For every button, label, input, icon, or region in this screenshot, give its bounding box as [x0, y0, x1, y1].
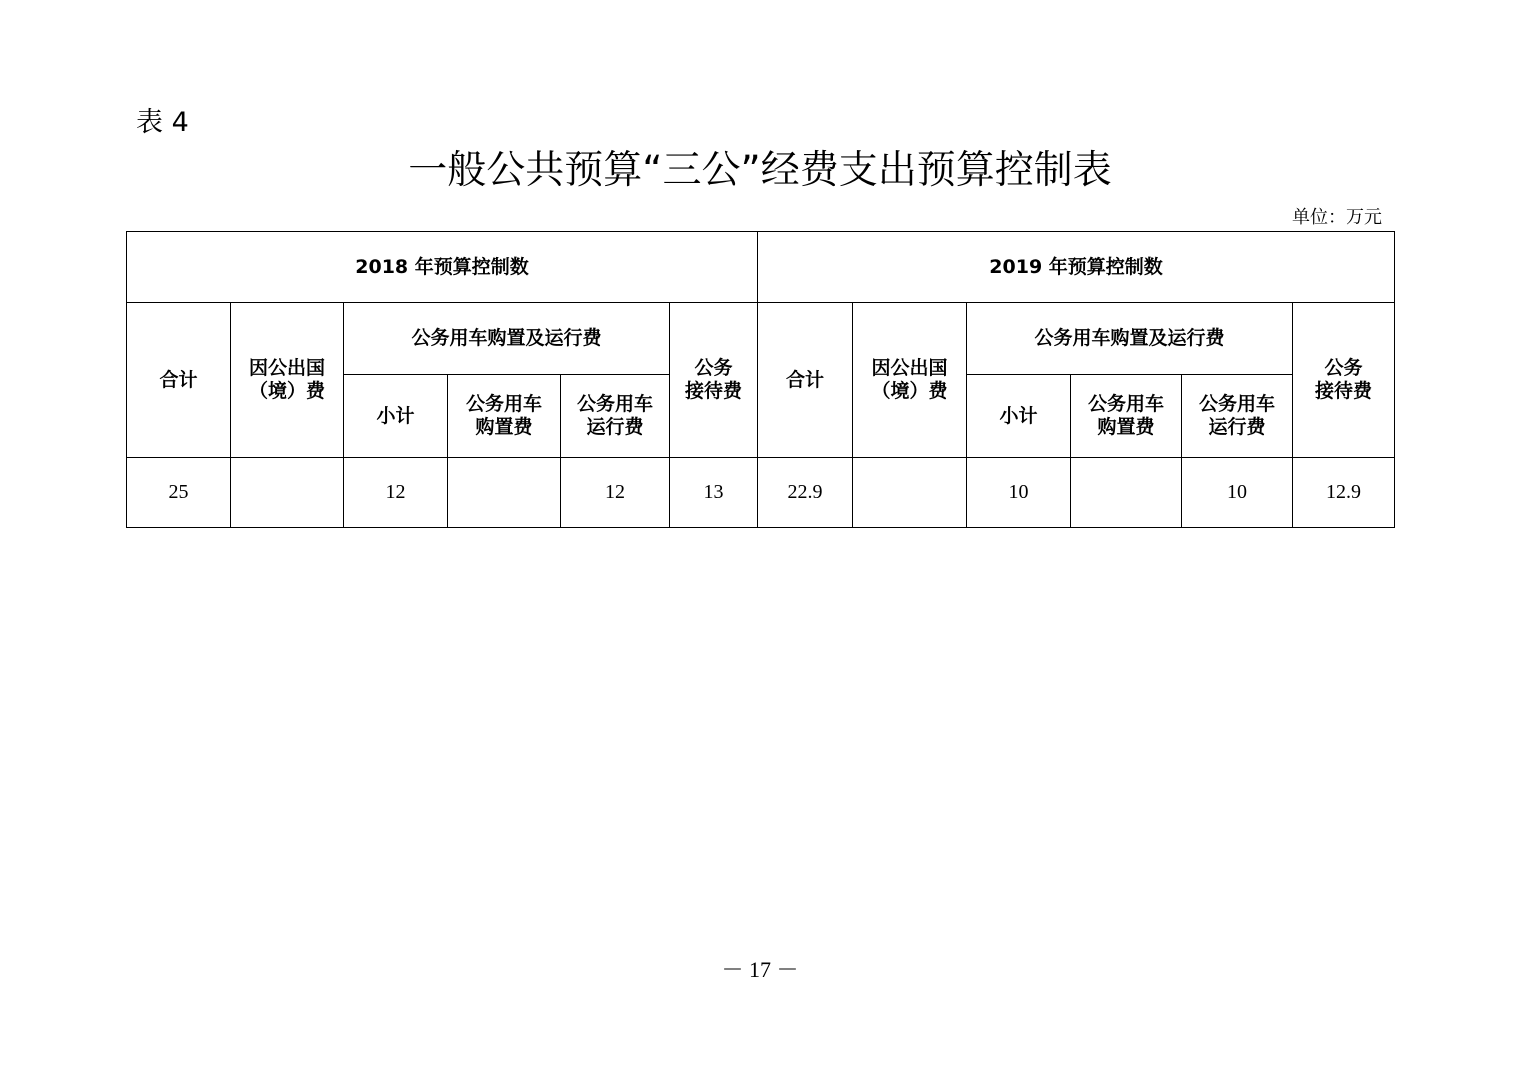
value-vehicle-operation-2018: 12: [561, 458, 670, 528]
col-vehicle-subtotal-2018: 小计: [344, 375, 448, 458]
page-title: 一般公共预算“三公”经费支出预算控制表: [408, 148, 1112, 193]
year-header-2018: 2018 年预算控制数: [127, 232, 758, 303]
col-vehicle-purchase-2019: 公务用车 购置费: [1071, 375, 1182, 458]
table-row: [127, 458, 1395, 528]
value-vehicle-operation-2019: 10: [1182, 458, 1293, 528]
col-reception-2018: 公务 接待费: [670, 303, 758, 458]
value-total-2019: 22.9: [758, 458, 853, 528]
budget-table: [126, 231, 1395, 528]
col-vehicle-purchase-2018: 公务用车 购置费: [448, 375, 561, 458]
col-reception-2019: 公务 接待费: [1293, 303, 1395, 458]
column-header-row: [127, 303, 1395, 375]
value-abroad-2019: [853, 458, 967, 528]
col-vehicle-group-2019: 公务用车购置及运行费: [967, 303, 1293, 375]
value-vehicle-subtotal-2018: 12: [344, 458, 448, 528]
table-label: 表 4: [136, 107, 189, 138]
col-vehicle-subtotal-2019: 小计: [967, 375, 1071, 458]
value-vehicle-subtotal-2019: 10: [967, 458, 1071, 528]
col-total-2018: 合计: [127, 303, 231, 458]
value-total-2018: 25: [127, 458, 231, 528]
col-vehicle-operation-2018: 公务用车 运行费: [561, 375, 670, 458]
value-reception-2018: 13: [670, 458, 758, 528]
col-vehicle-group-2018: 公务用车购置及运行费: [344, 303, 670, 375]
value-abroad-2018: [231, 458, 344, 528]
col-vehicle-operation-2019: 公务用车 运行费: [1182, 375, 1293, 458]
year-header-2019: 2019 年预算控制数: [758, 232, 1395, 303]
value-vehicle-purchase-2018: [448, 458, 561, 528]
year-header-row: [127, 232, 1395, 303]
col-total-2019: 合计: [758, 303, 853, 458]
col-abroad-2019: 因公出国 （境）费: [853, 303, 967, 458]
unit-note: 单位：万元: [1292, 207, 1382, 228]
page-number: － 17 －: [721, 957, 799, 982]
value-vehicle-purchase-2019: [1071, 458, 1182, 528]
col-abroad-2018: 因公出国 （境）费: [231, 303, 344, 458]
value-reception-2019: 12.9: [1293, 458, 1395, 528]
